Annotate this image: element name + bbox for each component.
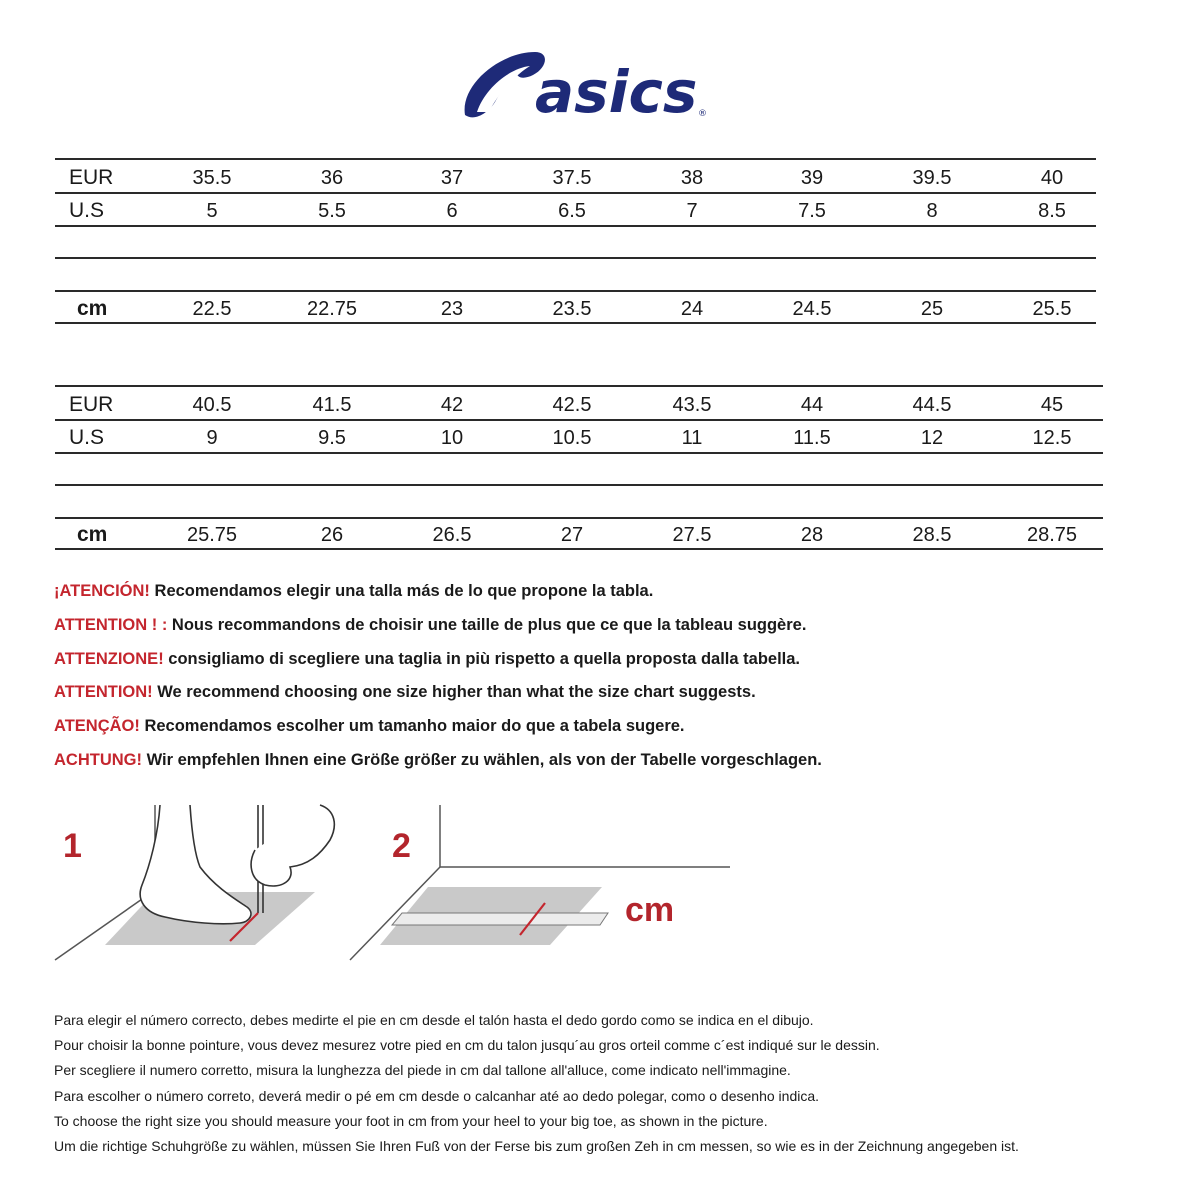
warning-message: consigliamo di scegliere una taglia in più rispetto a quella proposta dalla tabella. [163, 649, 801, 668]
warning-message: Nous recommandons de choisir une taille de plus que ce que la tableau suggère. [167, 615, 807, 634]
size-cell: 37.5 [552, 166, 592, 189]
size-cell: 39 [800, 166, 824, 189]
warning-es [54, 578, 822, 612]
row-label: cm [77, 523, 108, 546]
warning-de [54, 747, 822, 781]
size-cell: 5 [206, 199, 218, 222]
instruction-es: Para elegir el número correcto, debes medirte el pie en cm desde el talón hasta el dedo gordo como se indica en el dibujo. [54, 1012, 814, 1028]
size-cell: 24 [680, 297, 704, 320]
row-label: U.S [69, 426, 105, 449]
size-cell: 36 [320, 166, 344, 189]
row-label: EUR [69, 166, 114, 189]
warning-en [54, 679, 822, 713]
size-cell: 26 [320, 523, 344, 546]
asics-logo-mark [455, 40, 715, 130]
size-cell: 12 [920, 426, 944, 449]
size-cell: 28.5 [912, 523, 952, 546]
warning-list [54, 578, 822, 781]
size-cell: 11.5 [793, 426, 831, 449]
size-cell: 9.5 [318, 426, 346, 449]
size-cell: 11 [681, 426, 703, 449]
warning-fr [54, 612, 822, 646]
size-cell: 41.5 [312, 393, 352, 416]
warning-message: We recommend choosing one size higher than what the size chart suggests. [152, 683, 756, 702]
size-cell: 5.5 [318, 199, 346, 222]
table-row [55, 520, 1112, 550]
row-label: U.S [69, 199, 105, 222]
warning-highlight: ATTENZIONE! [54, 649, 164, 668]
size-cell: 28 [800, 523, 824, 546]
table-row [55, 196, 1112, 226]
size-cell: 45 [1040, 393, 1064, 416]
size-cell: 25.75 [186, 523, 238, 546]
size-cell: 43.5 [672, 393, 712, 416]
size-cell: 40.5 [192, 393, 232, 416]
size-cell: 44 [800, 393, 824, 416]
measurement-drawing [50, 795, 730, 975]
step-2-number: 2 [392, 827, 411, 865]
warning-message: Recomendamos elegir una talla más de lo que propone la tabla. [149, 582, 654, 600]
step-1-number: 1 [63, 827, 82, 865]
table-row [55, 390, 1112, 420]
instruction-it: Per scegliere il numero corretto, misura la lunghezza del piede in cm dal tallone all'alluce, come indicato nell'immagine. [54, 1062, 791, 1079]
instruction-de: Um die richtige Schuhgröße zu wählen, müssen Sie Ihren Fuß von der Ferse bis zum großen Zeh in cm messen, so wie es in der Zeichnung angegeben ist. [54, 1137, 1019, 1154]
size-cell: 39.5 [912, 166, 952, 189]
warning-highlight: ¡ATENCIÓN! [54, 582, 150, 600]
instruction-pt: Para escolher o número correto, deverá medir o pé em cm desde o calcanhar até ao dedo polegar, como o desenho indica. [54, 1087, 820, 1104]
warning-highlight: ATENÇÃO! [54, 717, 140, 736]
size-cell: 40 [1040, 166, 1064, 189]
size-cell: 8 [926, 199, 938, 222]
size-cell: 7.5 [798, 199, 826, 222]
warning-highlight: ATTENTION ! : [54, 615, 168, 634]
size-cell: 22.75 [306, 297, 358, 320]
measurement-instructions [54, 1010, 1019, 1161]
size-cell: 25.5 [1032, 297, 1072, 320]
warning-highlight: ACHTUNG! [54, 750, 142, 769]
table-row [55, 294, 1112, 324]
size-cell: 23 [440, 297, 464, 320]
size-cell: 44.5 [912, 393, 952, 416]
size-cell: 12.5 [1032, 426, 1072, 449]
row-label: EUR [69, 393, 114, 416]
size-cell: 10.5 [552, 426, 592, 449]
size-cell: 26.5 [432, 523, 472, 546]
measurement-illustration [50, 795, 730, 975]
size-cell: 37 [440, 166, 464, 189]
foot-measure-icon [55, 805, 334, 960]
size-cell: 27.5 [672, 523, 712, 546]
instruction-fr: Pour choisir la bonne pointure, vous devez mesurez votre pied en cm du talon jusqu´au gros orteil comme c´est indiqué sur le dessin. [54, 1037, 880, 1054]
size-cell: 9 [206, 426, 218, 449]
size-cell: 22.5 [192, 297, 232, 320]
table-row [55, 163, 1112, 193]
size-cell: 42 [440, 393, 464, 416]
warning-pt [54, 713, 822, 747]
warning-message: Wir empfehlen Ihnen eine Größe größer zu wählen, als von der Tabelle vorgeschlagen. [142, 750, 822, 769]
size-cell: 7 [686, 199, 698, 222]
size-cell: 24.5 [792, 297, 832, 320]
table-row [55, 423, 1112, 453]
size-cell: 35.5 [192, 166, 232, 189]
warning-message: Recomendamos escolher um tamanho maior do que a tabela sugere. [139, 717, 685, 736]
size-cell: 6 [446, 199, 458, 222]
warning-it [54, 646, 822, 680]
row-label: cm [77, 297, 108, 320]
size-cell: 6.5 [558, 199, 586, 222]
cm-unit-label: cm [625, 891, 675, 929]
size-cell: 23.5 [552, 297, 592, 320]
size-cell: 8.5 [1038, 199, 1066, 222]
warning-highlight: ATTENTION! [54, 683, 153, 702]
brand-wordmark: asics [535, 58, 698, 126]
size-cell: 28.75 [1026, 523, 1078, 546]
size-cell: 25 [920, 297, 944, 320]
size-cell: 27 [560, 523, 584, 546]
asics-logo [455, 40, 715, 130]
size-cell: 38 [680, 166, 704, 189]
instruction-en: To choose the right size you should measure your foot in cm from your heel to your big toe, as shown in the picture. [54, 1112, 768, 1129]
registered-mark: ® [698, 109, 707, 119]
size-cell: 42.5 [552, 393, 592, 416]
size-cell: 10 [440, 426, 464, 449]
